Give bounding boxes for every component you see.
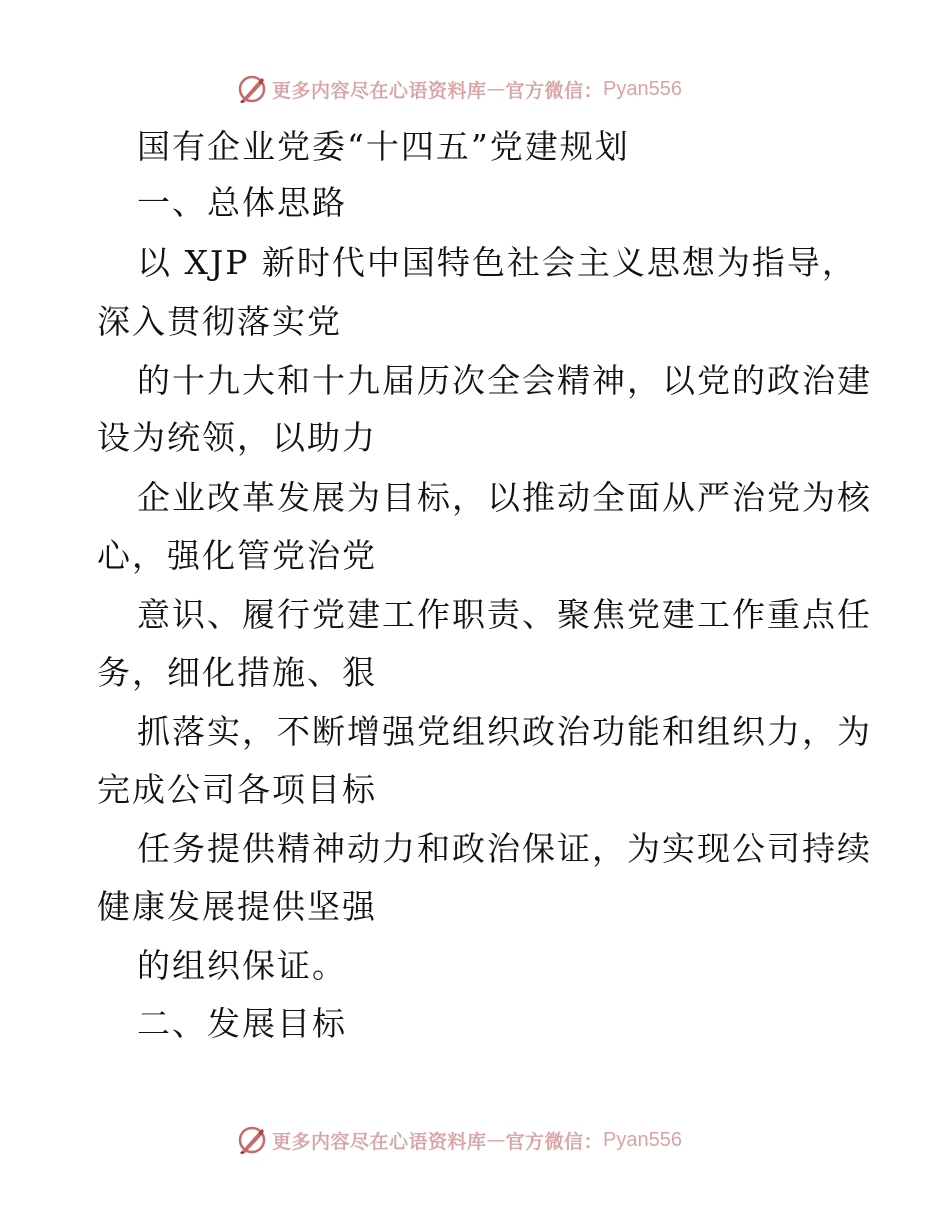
header-watermark-banner [236, 72, 682, 106]
paragraph-line: 心，强化管党治党 [97, 536, 377, 575]
paragraph-line: 的组织保证。 [137, 946, 347, 985]
paragraph-line: 完成公司各项目标 [97, 770, 377, 809]
paragraph-line: 健康发展提供坚强 [97, 887, 377, 926]
section-heading-1: 一、总体思路 [137, 183, 347, 222]
header-wechat-id: Pyan556 [603, 77, 682, 100]
paragraph-line: 务，细化措施、狠 [97, 653, 377, 692]
header-banner-text: 更多内容尽在心语资料库 [272, 79, 487, 102]
footer-banner-separator: — [486, 1129, 506, 1151]
footer-banner-text: 更多内容尽在心语资料库 [272, 1130, 487, 1153]
paragraph-line: 企业改革发展为目标，以推动全面从严治党为核 [137, 478, 872, 517]
paragraph-line: 意识、履行党建工作职责、聚焦党建工作重点任 [137, 595, 872, 634]
red-pen-circle-icon [236, 1124, 268, 1156]
header-banner-separator: — [486, 78, 506, 100]
footer-wechat-label: 官方微信： [505, 1130, 604, 1153]
paragraph-line: 的十九大和十九届历次全会精神，以党的政治建 [137, 361, 872, 400]
red-pen-circle-icon [236, 73, 268, 105]
paragraph-line: 设为统领，以助力 [97, 418, 377, 457]
footer-wechat-id: Pyan556 [603, 1128, 682, 1151]
document-title: 国有企业党委“十四五”党建规划 [137, 127, 630, 166]
paragraph-line: 以 XJP 新时代中国特色社会主义思想为指导， [137, 243, 857, 282]
footer-watermark-banner [236, 1123, 682, 1157]
paragraph-line: 任务提供精神动力和政治保证，为实现公司持续 [137, 829, 872, 868]
section-heading-2: 二、发展目标 [137, 1004, 347, 1043]
paragraph-line: 深入贯彻落实党 [97, 302, 342, 341]
header-wechat-label: 官方微信： [505, 79, 604, 102]
paragraph-line: 抓落实，不断增强党组织政治功能和组织力，为 [137, 712, 872, 751]
